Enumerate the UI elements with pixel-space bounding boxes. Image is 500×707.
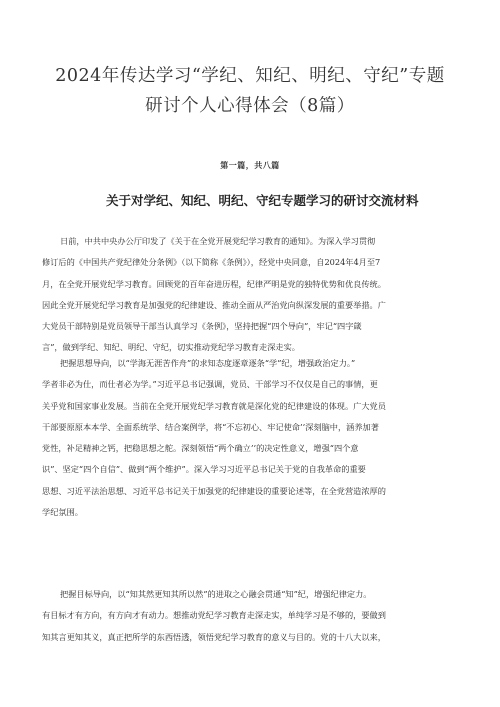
paragraph-line: 有目标才有方向，有方向才有动力。想推动党纪学习教育走深走实，单纯学习是不够的，要做到 <box>42 610 386 621</box>
section-heading: 关于对学纪、知纪、明纪、守纪专题学习的研讨交流材料 <box>106 193 419 208</box>
document-title-line-1: 2024年传达学习“学纪、知纪、明纪、守纪”专题 <box>55 66 445 86</box>
document-title-line-2: 研讨个人心得体会（8篇） <box>145 96 355 116</box>
paragraph-line: 关乎党和国家事业发展。当前在全党开展党纪学习教育就是深化党的纪律建设的体现。广大党员 <box>42 400 386 411</box>
part-label: 第一篇，共八篇 <box>220 160 280 170</box>
paragraph-line: 干部要原原本本学、全面系统学、结合案例学，将“不忘初心、牢记使命’’深刻脑中，涵养加著 <box>42 421 379 432</box>
paragraph-1 <box>42 231 462 359</box>
paragraph-line: 言”，做到学纪、知纪、明纪、守纪，切实推动党纪学习教育走深走实。 <box>42 342 300 353</box>
paragraph-line: 识”、坚定“四个自信”、做到“两个维护”。深入学习习近平总书记关于党的自我革命的重要 <box>42 464 366 475</box>
paragraph-line: 日前，中共中央办公厅印发了《关于在全党开展党纪学习教育的通知》。为深入学习贯彻 <box>60 236 376 246</box>
paragraph-line: 大党员干部特别是党员领导干部当认真学习《条例》，坚持把握“四个导向”，牢记“四字箴 <box>42 321 362 332</box>
paragraph-2 <box>42 353 462 523</box>
paragraph-line: 把握目标导向，以“知其然更知其所以然”的进取之心融会贯通“知”纪，增强纪律定力。 <box>60 589 372 599</box>
paragraph-line: 因此全党开展党纪学习教育是加强党的纪律建设、推动全面从严治党向纵深发展的重要举措。广 <box>42 299 386 310</box>
paragraph-line: 学纪氛围。 <box>42 507 83 518</box>
paragraph-line: 修订后的《中国共产党纪律处分条例》（以下简称《条例》），经党中央同意，自2024年4月至7 <box>42 257 381 268</box>
paragraph-3 <box>42 584 462 648</box>
paragraph-line: 月，在全党开展党纪学习教育。回顾党的百年奋进历程，纪律严明是党的独特优势和优良传统。 <box>42 278 386 289</box>
paragraph-line: 学者非必为仕，而仕者必为学。”习近平总书记强调，党员、干部学习不仅仅是自己的事情，更 <box>42 379 378 390</box>
paragraph-line: 知其言更知其义，真正把所学的东西悟透，领悟党纪学习教育的意义与目的。党的十八大以来， <box>42 631 386 642</box>
paragraph-line: 思想、习近平法治思想、习近平总书记关于加强党的纪律建设的重要论述等，在全党营造浓厚的 <box>42 485 386 496</box>
paragraph-line: 把握思想导向，以“学海无涯苦作舟”的求知态度逐章逐条“学”纪，增强政治定力。” <box>60 358 356 368</box>
paragraph-line: 党性，补足精神之钙，把稳思想之舵。深刻领悟“两个确立’’的决定性意义，增强“四个意 <box>42 443 359 454</box>
